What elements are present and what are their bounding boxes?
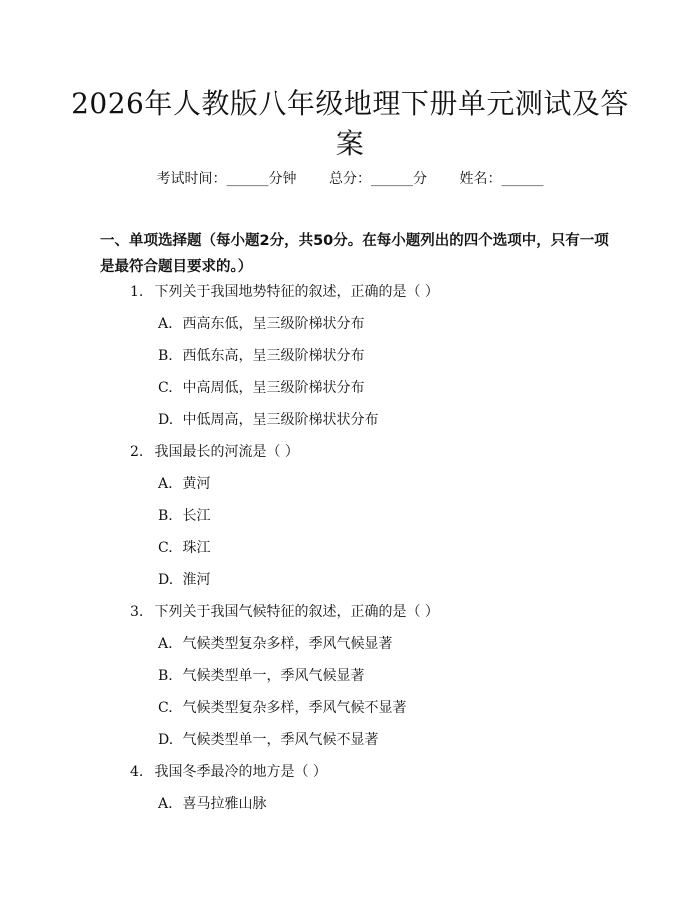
option-letter: B. — [158, 508, 173, 524]
option-text: 长江 — [182, 508, 211, 524]
option-text: 西低东高，呈三级阶梯状分布 — [182, 348, 365, 364]
option-text: 气候类型复杂多样，季风气候不显著 — [182, 700, 407, 716]
question-text: 下列关于我国气候特征的叙述，正确的是（ ） — [154, 604, 439, 620]
option-text: 气候类型单一，季风气候不显著 — [182, 732, 379, 748]
student-name-field: 姓名：______ — [459, 171, 544, 187]
question-number: 1. — [130, 284, 144, 300]
option-letter: A. — [158, 796, 173, 812]
option-letter: B. — [158, 668, 173, 684]
option-letter: D. — [158, 732, 174, 748]
document-title: 2026年人教版八年级地理下册单元测试及答案 — [71, 87, 629, 160]
option — [158, 474, 210, 494]
option-text: 气候类型复杂多样，季风气候显著 — [182, 636, 393, 652]
total-score-field: 总分：______分 — [329, 171, 427, 187]
option-letter: C. — [158, 540, 173, 556]
option — [158, 506, 210, 526]
option — [158, 730, 378, 750]
option-text: 淮河 — [182, 572, 211, 588]
option-letter: C. — [158, 700, 173, 716]
option-text: 中高周低，呈三级阶梯状分布 — [182, 380, 365, 396]
option — [158, 570, 210, 590]
option — [158, 794, 266, 814]
option — [158, 378, 364, 398]
option — [158, 314, 364, 334]
option-letter: A. — [158, 316, 173, 332]
option — [158, 698, 406, 718]
option-text: 珠江 — [182, 540, 211, 556]
question-text: 我国冬季最冷的地方是（ ） — [154, 764, 327, 780]
option-letter: B. — [158, 348, 173, 364]
exam-time-field: 考试时间：______分钟 — [156, 171, 297, 187]
option-text: 气候类型单一，季风气候显著 — [182, 668, 365, 684]
question-number: 2. — [130, 444, 144, 460]
option-letter: D. — [158, 412, 174, 428]
question — [130, 442, 299, 462]
option-text: 中低周高，呈三级阶梯状状分布 — [182, 412, 379, 428]
option — [158, 666, 364, 686]
section-heading: 一、单项选择题（每小题2分，共50分。在每小题列出的四个选项中，只有一项是最符合题目要求的。） — [100, 233, 609, 275]
option — [158, 634, 392, 654]
question-text: 我国最长的河流是（ ） — [154, 444, 299, 460]
option — [158, 346, 364, 366]
option-letter: A. — [158, 636, 173, 652]
question — [130, 602, 439, 622]
question — [130, 282, 439, 302]
question — [130, 762, 327, 782]
option-text: 喜马拉雅山脉 — [182, 796, 267, 812]
option-letter: D. — [158, 572, 174, 588]
option-text: 黄河 — [182, 476, 211, 492]
option — [158, 410, 378, 430]
question-text: 下列关于我国地势特征的叙述，正确的是（ ） — [154, 284, 439, 300]
option — [158, 538, 210, 558]
option-text: 西高东低，呈三级阶梯状分布 — [182, 316, 365, 332]
question-number: 3. — [130, 604, 144, 620]
option-letter: A. — [158, 476, 173, 492]
option-letter: C. — [158, 380, 173, 396]
exam-info — [0, 168, 700, 188]
question-number: 4. — [130, 764, 144, 780]
